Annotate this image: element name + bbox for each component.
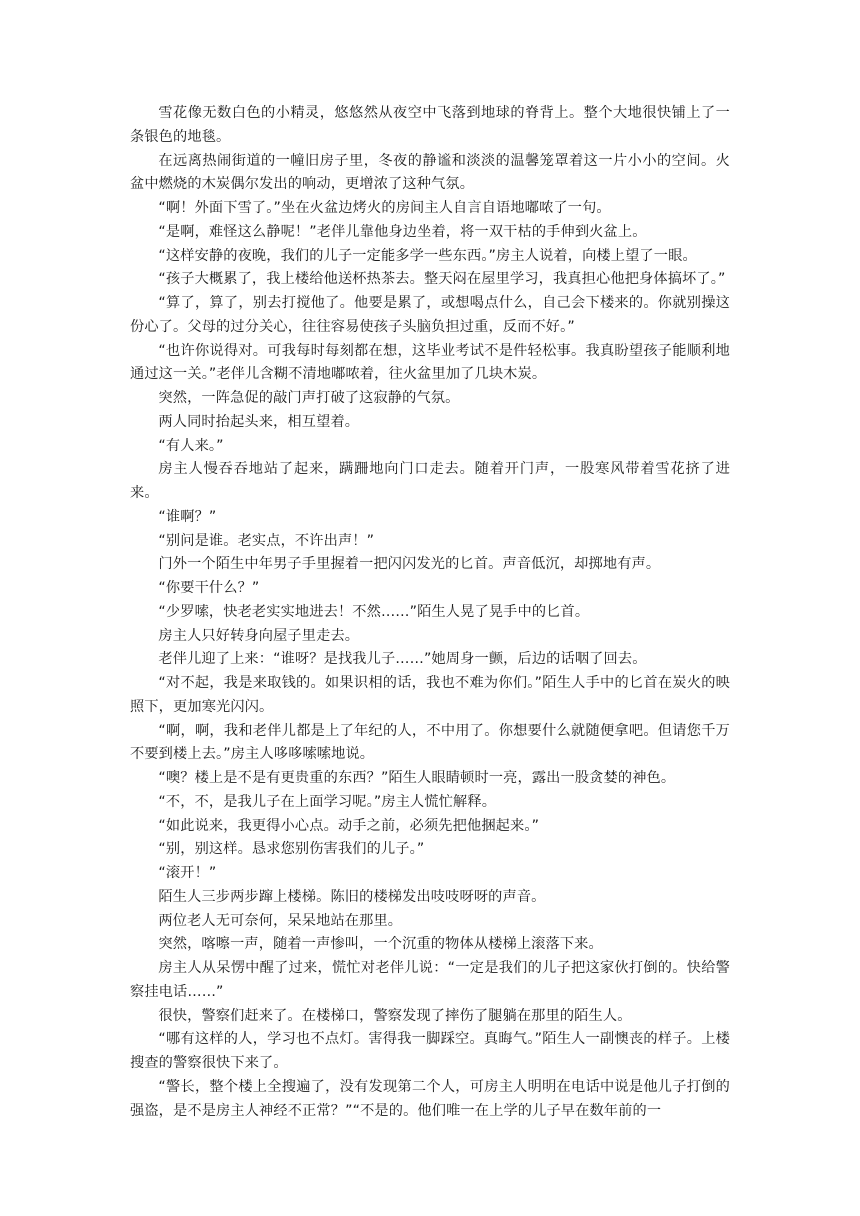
paragraph: 房主人只好转身向屋子里走去。: [158, 627, 360, 644]
paragraph: 陌生人三步两步蹿上楼梯。陈旧的楼梯发出吱吱呀呀的声音。: [158, 888, 546, 905]
paragraph: 房主人从呆愣中醒了过来，慌忙对老伴儿说：“一定是我们的儿子把这家伙打倒的。快给警察挂电话……”: [130, 960, 730, 1000]
paragraph: “别问是谁。老实点，不许出声！”: [158, 532, 375, 549]
paragraph: “谁啊？”: [158, 508, 217, 525]
paragraph: 两位老人无可奈何，呆呆地站在那里。: [158, 912, 403, 929]
document-page: [130, 102, 730, 1123]
paragraph: 雪花像无数白色的小精灵，悠悠然从夜空中飞落到地球的脊背上。整个大地很快铺上了一条银色的地毯。: [130, 105, 730, 145]
paragraph: “如此说来，我更得小心点。动手之前，必须先把他捆起来。”: [158, 817, 540, 834]
paragraph: 很快，警察们赶来了。在楼梯口，警察发现了摔伤了腿躺在那里的陌生人。: [158, 1007, 632, 1024]
paragraph: 房主人慢吞吞地站了起来，蹒跚地向门口走去。随着开门声，一股寒风带着雪花挤了进来。: [130, 461, 730, 501]
paragraph: “啊，啊，我和老伴儿都是上了年纪的人，不中用了。你想要什么就随便拿吧。但请您千万不要到楼上去。”房主人哆哆嗦嗦地说。: [130, 722, 730, 763]
paragraph: “警长，整个楼上全搜遍了，没有发现第二个人，可房主人明明在电话中说是他儿子打倒的强盗，是不是房主人神经不正常？”“不是的。他们唯一在上学的儿子早在数年前的一: [130, 1078, 730, 1119]
paragraph: “这样安静的夜晚，我们的儿子一定能多学一些东西。”房主人说着，向楼上望了一眼。: [158, 247, 697, 264]
paragraph: “别，别这样。恳求您别伤害我们的儿子。”: [158, 841, 425, 858]
paragraph: “你要干什么？”: [158, 580, 260, 596]
paragraph: “哪有这样的人，学习也不点灯。害得我一脚踩空。真晦气。”陌生人一副懊丧的样子。上楼搜查的警察很快下来了。: [130, 1031, 730, 1071]
paragraph: 门外一个陌生中年男子手里握着一把闪闪发光的匕首。声音低沉，却掷地有声。: [158, 556, 661, 573]
paragraph: 突然，一阵急促的敲门声打破了这寂静的气氛。: [158, 390, 460, 406]
paragraph: “啊！外面下雪了。”坐在火盆边烤火的房间主人自言自语地嘟哝了一句。: [158, 200, 611, 216]
paragraph: “孩子大概累了，我上楼给他送杯热茶去。整天闷在屋里学习，我真担心他把身体搞坏了。”: [158, 271, 726, 288]
paragraph: 两人同时抬起头来，相互望着。: [158, 413, 360, 430]
paragraph: “算了，算了，别去打搅他了。他要是累了，或想喝点什么，自己会下楼来的。你就别操这份心了。父母的过分关心，往往容易使孩子头脑负担过重，反而不好。”: [130, 295, 730, 335]
paragraph: “有人来。”: [158, 437, 224, 454]
paragraph: “少罗嗦，快老老实实地进去！不然……”陌生人晃了晃手中的匕首。: [158, 603, 590, 620]
paragraph: 老伴儿迎了上来：“谁呀？是找我儿子……”她周身一颤，后边的话咽了回去。: [158, 651, 647, 668]
paragraph: “不，不，是我儿子在上面学习呢。”房主人慌忙解释。: [158, 793, 497, 810]
paragraph: “也许你说得对。可我每时每刻都在想，这毕业考试不是件轻松事。我真盼望孩子能顺利地通过这一关。”老伴儿含糊不清地嘟哝着，往火盆里加了几块木炭。: [130, 342, 730, 383]
paragraph: “对不起，我是来取钱的。如果识相的话，我也不难为你们。”陌生人手中的匕首在炭火的映照下，更加寒光闪闪。: [130, 675, 730, 715]
paragraph: 突然，喀嚓一声，随着一声惨叫，一个沉重的物体从楼梯上滚落下来。: [158, 936, 603, 953]
paragraph: “是啊，难怪这么静呢！”老伴儿靠他身边坐着，将一双干枯的手伸到火盆上。: [158, 223, 647, 240]
paragraph: 在远离热闹街道的一幢旧房子里，冬夜的静谧和淡淡的温馨笼罩着这一片小小的空间。火盆中燃烧的木炭偶尔发出的响动，更增浓了这种气氛。: [130, 152, 730, 193]
paragraph: “噢？楼上是不是有更贵重的东西？”陌生人眼睛顿时一亮，露出一股贪婪的神色。: [158, 770, 676, 786]
paragraph: “滚开！”: [158, 865, 217, 881]
